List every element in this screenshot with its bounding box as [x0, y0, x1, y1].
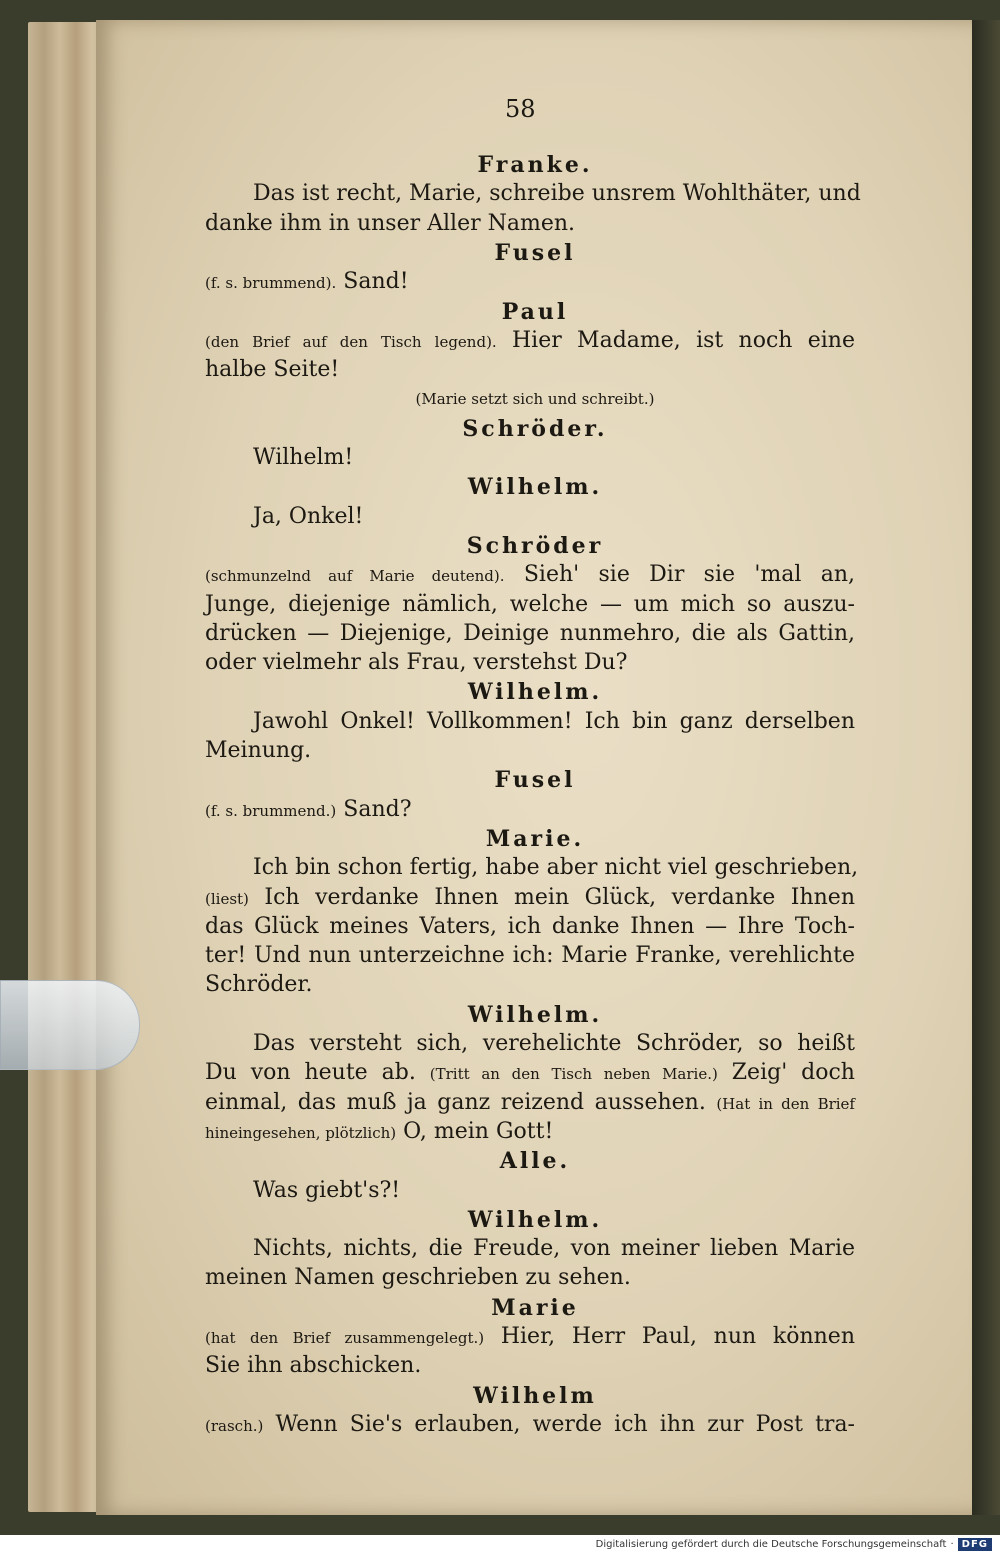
text-line	[205, 648, 627, 678]
text-line	[205, 619, 855, 649]
stage-direction: (rasch.)	[205, 1417, 264, 1435]
stage-direction: (f. s. brummend.)	[205, 802, 337, 820]
dialogue-text: Ja, Onkel!	[253, 504, 364, 529]
dialogue-text: Ich verdanke Ihnen mein Glück, verdanke Ihnen	[264, 885, 855, 910]
dialogue-text: Sand!	[343, 269, 409, 294]
text-line	[205, 912, 855, 942]
dialogue-text: Meinung.	[205, 738, 312, 763]
text-line	[205, 267, 409, 298]
text-line	[205, 502, 363, 532]
text-line	[205, 209, 575, 239]
speaker-name: Marie.	[485, 826, 585, 852]
dialogue-text: Was giebt's?!	[253, 1178, 401, 1203]
text-line	[205, 1263, 631, 1293]
footer-text: Digitalisierung gefördert durch die Deutsche Forschungsgemeinschaft	[595, 1538, 947, 1550]
page-number: 58	[505, 95, 536, 123]
text-line	[205, 853, 859, 883]
dialogue-text: Nichts, nichts, die Freude, von meiner lieben Marie	[253, 1236, 855, 1261]
stage-direction: (f. s. brummend).	[205, 274, 337, 292]
dialogue-text: Sieh' sie Dir sie 'mal an,	[523, 562, 855, 587]
stage-direction: (schmunzelnd auf Marie deutend).	[205, 567, 505, 585]
speaker-name: Schröder.	[462, 416, 608, 442]
text-line	[205, 736, 311, 766]
text-line	[205, 1322, 855, 1353]
dialogue-text: ter! Und nun unterzeichne ich: Marie Franke, verehlichte	[205, 943, 855, 968]
text-line	[205, 179, 861, 209]
dialogue-text: Jawohl Onkel! Vollkommen! Ich bin ganz derselben	[253, 709, 855, 734]
stage-direction: (Marie setzt sich und schreibt.)	[415, 390, 655, 408]
separator-dot: ·	[950, 1538, 954, 1550]
speaker-name: Wilhelm.	[467, 474, 603, 500]
dialogue-text: halbe Seite!	[205, 357, 340, 382]
text-line	[205, 883, 855, 914]
speaker-name: Marie	[491, 1295, 579, 1321]
dialogue-text: Hier, Herr Paul, nun können	[500, 1324, 855, 1349]
dialogue-text: meinen Namen geschrieben zu sehen.	[205, 1265, 631, 1290]
speaker-name: Fusel	[494, 240, 576, 266]
text-line	[205, 355, 339, 385]
dialogue-text: das Glück meines Vaters, ich danke Ihnen — Ihre Toch-	[205, 914, 855, 939]
text-line	[205, 590, 855, 620]
text-line	[205, 707, 855, 737]
stage-direction: (Tritt an den Tisch neben Marie.)	[429, 1065, 718, 1083]
text-line	[205, 1410, 855, 1441]
speaker-name: Wilhelm.	[467, 1002, 603, 1028]
text-line	[205, 1176, 400, 1206]
speaker-name: Alle.	[499, 1148, 571, 1174]
text-line	[205, 970, 313, 1000]
stage-direction: (hat den Brief zusammengelegt.)	[205, 1329, 485, 1347]
speaker-name: Wilhelm.	[467, 679, 603, 705]
dialogue-text: Hier Madame, ist noch eine	[512, 328, 855, 353]
text-line	[205, 1117, 553, 1148]
scan-right-edge	[972, 20, 1000, 1515]
dialogue-text: Das versteht sich, verehelichte Schröder, so heißt	[253, 1031, 855, 1056]
dialogue-text: drücken — Diejenige, Deinige nunmehro, die als Gattin,	[205, 621, 855, 646]
dialogue-text: Das ist recht, Marie, schreibe unsrem Wohlthäter, und	[253, 181, 861, 206]
dialogue-text: O, mein Gott!	[403, 1119, 554, 1144]
page-clamp	[0, 980, 140, 1070]
text-line	[205, 941, 855, 971]
dialogue-text: Junge, diejenige nämlich, welche — um mich so auszu-	[205, 592, 855, 617]
stage-direction: (den Brief auf den Tisch legend).	[205, 333, 497, 351]
speaker-name: Franke.	[477, 152, 593, 178]
speaker-name: Wilhelm	[473, 1383, 597, 1409]
stage-direction: (liest)	[205, 890, 249, 908]
dialogue-text: oder vielmehr als Frau, verstehst Du?	[205, 650, 628, 675]
dialogue-text: Schröder.	[205, 972, 313, 997]
dialogue-text: Du von heute ab.	[205, 1060, 416, 1085]
dialogue-text: Sand?	[343, 797, 412, 822]
speaker-name: Wilhelm.	[467, 1207, 603, 1233]
dialogue-text: danke ihm in unser Aller Namen.	[205, 211, 576, 236]
dialogue-text: Sie ihn abschicken.	[205, 1353, 422, 1378]
speaker-name: Schröder	[466, 533, 604, 559]
speaker-name: Fusel	[494, 767, 576, 793]
text-line	[205, 1088, 855, 1119]
text-line	[205, 1029, 855, 1059]
text-line	[205, 1234, 855, 1264]
stage-direction: hineingesehen, plötzlich)	[205, 1124, 397, 1142]
dialogue-text: Wilhelm!	[253, 445, 354, 470]
stage-direction: (Hat in den Brief	[716, 1095, 855, 1113]
text-line	[205, 1351, 421, 1381]
text-line	[205, 443, 353, 473]
text-line	[205, 560, 855, 591]
footer	[596, 1535, 992, 1553]
text-line	[205, 1058, 855, 1089]
dialogue-text: Ich bin schon fertig, habe aber nicht viel geschrieben,	[253, 855, 859, 880]
dfg-logo: DFG	[958, 1538, 992, 1551]
text-line	[205, 326, 855, 357]
dialogue-text: Wenn Sie's erlauben, werde ich ihn zur Post tra-	[275, 1412, 855, 1437]
dialogue-text: Zeig' doch	[731, 1060, 855, 1085]
dialogue-text: einmal, das muß ja ganz reizend aussehen.	[205, 1090, 706, 1115]
speaker-name: Paul	[501, 299, 569, 325]
text-line	[205, 795, 412, 826]
